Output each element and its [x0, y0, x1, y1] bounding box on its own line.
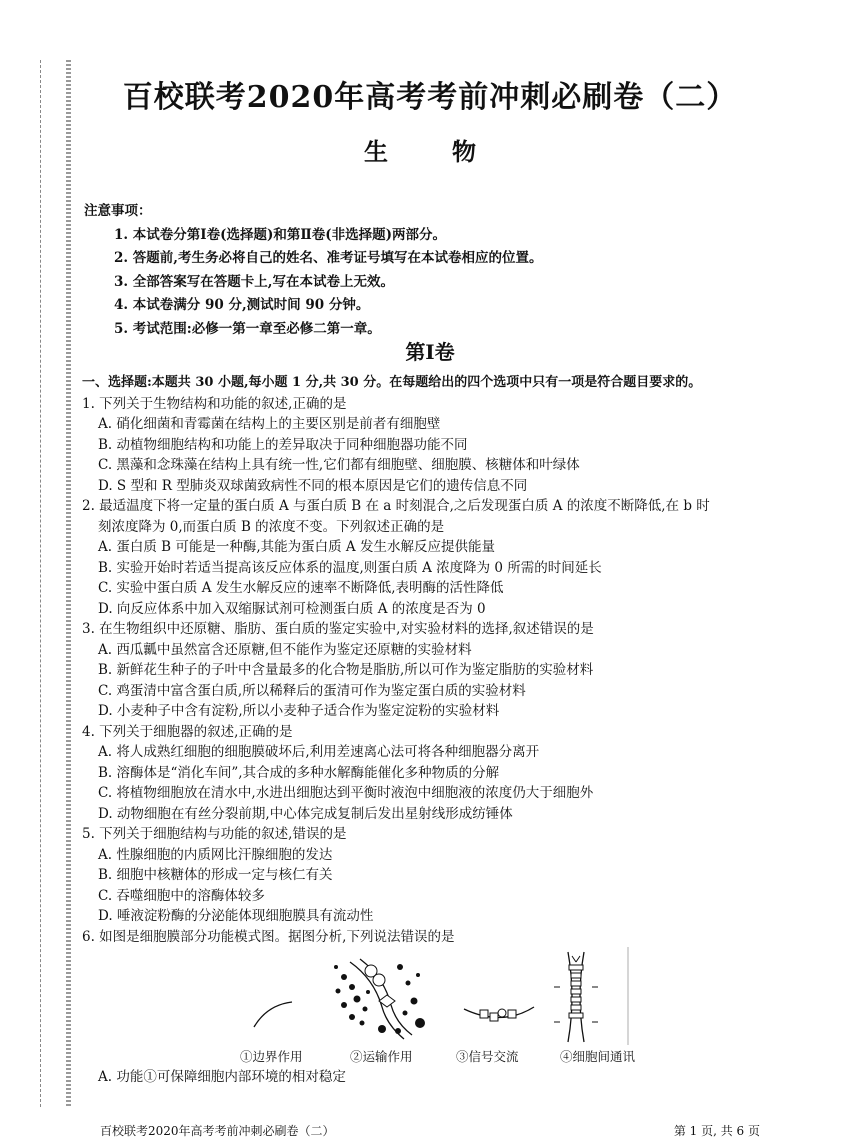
page-title: 百校联考2020年高考考前冲刺必刷卷（二）	[122, 80, 738, 115]
notice-item: 1. 本试卷分第Ⅰ卷(选择题)和第Ⅱ卷(非选择题)两部分。	[114, 226, 447, 243]
option-d: D. 向反应体系中加入双缩脲试剂可检测蛋白质 A 的浓度是否为 0	[98, 600, 486, 617]
option-c: C. 吞噬细胞中的溶酶体较多	[98, 887, 265, 904]
volume-title: 第Ⅰ卷	[405, 340, 455, 364]
transport-panel	[334, 959, 425, 1039]
question-stem: 3. 在生物组织中还原糖、脂肪、蛋白质的鉴定实验中,对实验材料的选择,叙述错误的是	[82, 621, 594, 637]
option-a: A. 蛋白质 B 可能是一种酶,其能为蛋白质 A 发生水解反应提供能量	[98, 539, 495, 555]
signal-panel	[464, 1007, 534, 1021]
binding-strip	[66, 60, 71, 1107]
option-a: A. 将人成熟红细胞的细胞膜破坏后,利用差速离心法可将各种细胞器分离开	[98, 744, 540, 760]
notice-item: 2. 答题前,考生务必将自己的姓名、准考证号填写在本试卷相应的位置。	[114, 250, 543, 266]
option-b: B. 细胞中核糖体的形成一定与核仁有关	[98, 867, 333, 883]
binding-dashed-line	[40, 60, 41, 1107]
question-1	[82, 394, 822, 497]
notice-item: 5. 考试范围:必修一第一章至必修二第一章。	[114, 320, 381, 337]
option-d: D. 小麦种子中含有淀粉,所以小麦种子适合作为鉴定淀粉的实验材料	[98, 703, 500, 719]
option-a: A. 功能①可保障细胞内部环境的相对稳定	[98, 1069, 346, 1085]
subject-title: 生 物	[364, 137, 496, 166]
question-stem-continued: 刻浓度降为 0,而蛋白质 B 的浓度不变。下列叙述正确的是	[98, 518, 445, 535]
option-b: B. 实验开始时若适当提高该反应体系的温度,则蛋白质 A 浓度降为 0 所需的时间延长	[98, 559, 602, 576]
notice-item: 4. 本试卷满分 90 分,测试时间 90 分钟。	[114, 297, 370, 313]
option-b: B. 溶酶体是“消化车间”,其合成的多种水解酶能催化多种物质的分解	[98, 764, 500, 781]
question-stem: 1. 下列关于生物结构和功能的叙述,正确的是	[82, 395, 347, 412]
figure-label-boundary: ①边界作用	[240, 1049, 303, 1064]
notice-item: 3. 全部答案写在答题卡上,写在本试卷上无效。	[114, 273, 394, 290]
footer-title: 百校联考2020年高考考前冲刺必刷卷（二）	[100, 1124, 335, 1138]
figure-label-signal: ③信号交流	[456, 1049, 519, 1064]
page-number: 第 1 页, 共 6 页	[673, 1124, 760, 1138]
membrane-diagram	[82, 947, 822, 1047]
boundary-arc	[254, 1002, 292, 1027]
question-6	[82, 927, 822, 1088]
option-d: D. S 型和 R 型肺炎双球菌致病性不同的根本原因是它们的遗传信息不同	[98, 477, 528, 494]
option-b: B. 新鲜花生种子的子叶中含量最多的化合物是脂肪,所以可作为鉴定脂肪的实验材料	[98, 662, 594, 678]
question-3	[82, 619, 822, 722]
option-b: B. 动植物细胞结构和功能上的差异取决于同种细胞器功能不同	[98, 436, 468, 453]
option-c: C. 鸡蛋清中富含蛋白质,所以稀释后的蛋清可作为鉴定蛋白质的实验材料	[98, 682, 526, 699]
question-4	[82, 722, 822, 825]
figure-label-communication: ④细胞间通讯	[560, 1049, 636, 1064]
question-2	[82, 496, 822, 619]
option-c: C. 将植物细胞放在清水中,水进出细胞达到平衡时液泡中细胞液的浓度仍大于细胞外	[98, 785, 594, 801]
option-a: A. 性腺细胞的内质网比汗腺细胞的发达	[98, 846, 333, 863]
option-d: D. 唾液淀粉酶的分泌能体现细胞膜具有流动性	[98, 908, 374, 924]
option-c: C. 黑藻和念珠藻在结构上具有统一性,它们都有细胞壁、细胞膜、核糖体和叶绿体	[98, 457, 580, 473]
question-stem: 6. 如图是细胞膜部分功能模式图。据图分析,下列说法错误的是	[82, 928, 455, 945]
section-title: 一、选择题:本题共 30 小题,每小题 1 分,共 30 分。在每题给出的四个选项中只有一项是符合题目要求的。	[82, 375, 702, 390]
figure-label-transport: ②运输作用	[350, 1049, 413, 1064]
question-stem: 2. 最适温度下将一定量的蛋白质 A 与蛋白质 B 在 a 时刻混合,之后发现蛋白质 A 的浓度不断降低,在 b 时	[82, 498, 710, 514]
notice-block	[84, 200, 543, 341]
question-5	[82, 824, 822, 927]
question-stem: 4. 下列关于细胞器的叙述,正确的是	[82, 723, 293, 740]
option-d: D. 动物细胞在有丝分裂前期,中心体完成复制后发出星射线形成纺锤体	[98, 805, 513, 822]
option-a: A. 西瓜瓤中虽然富含还原糖,但不能作为鉴定还原糖的实验材料	[98, 641, 472, 658]
membrane-function-figure	[82, 947, 822, 1067]
question-area	[82, 373, 822, 1088]
option-c: C. 实验中蛋白质 A 发生水解反应的速率不断降低,表明酶的活性降低	[98, 580, 504, 596]
option-a: A. 硝化细菌和青霉菌在结构上的主要区别是前者有细胞壁	[98, 416, 441, 432]
communication-panel	[554, 952, 598, 1042]
question-stem: 5. 下列关于细胞结构与功能的叙述,错误的是	[82, 826, 347, 842]
notice-heading: 注意事项：	[84, 203, 152, 219]
